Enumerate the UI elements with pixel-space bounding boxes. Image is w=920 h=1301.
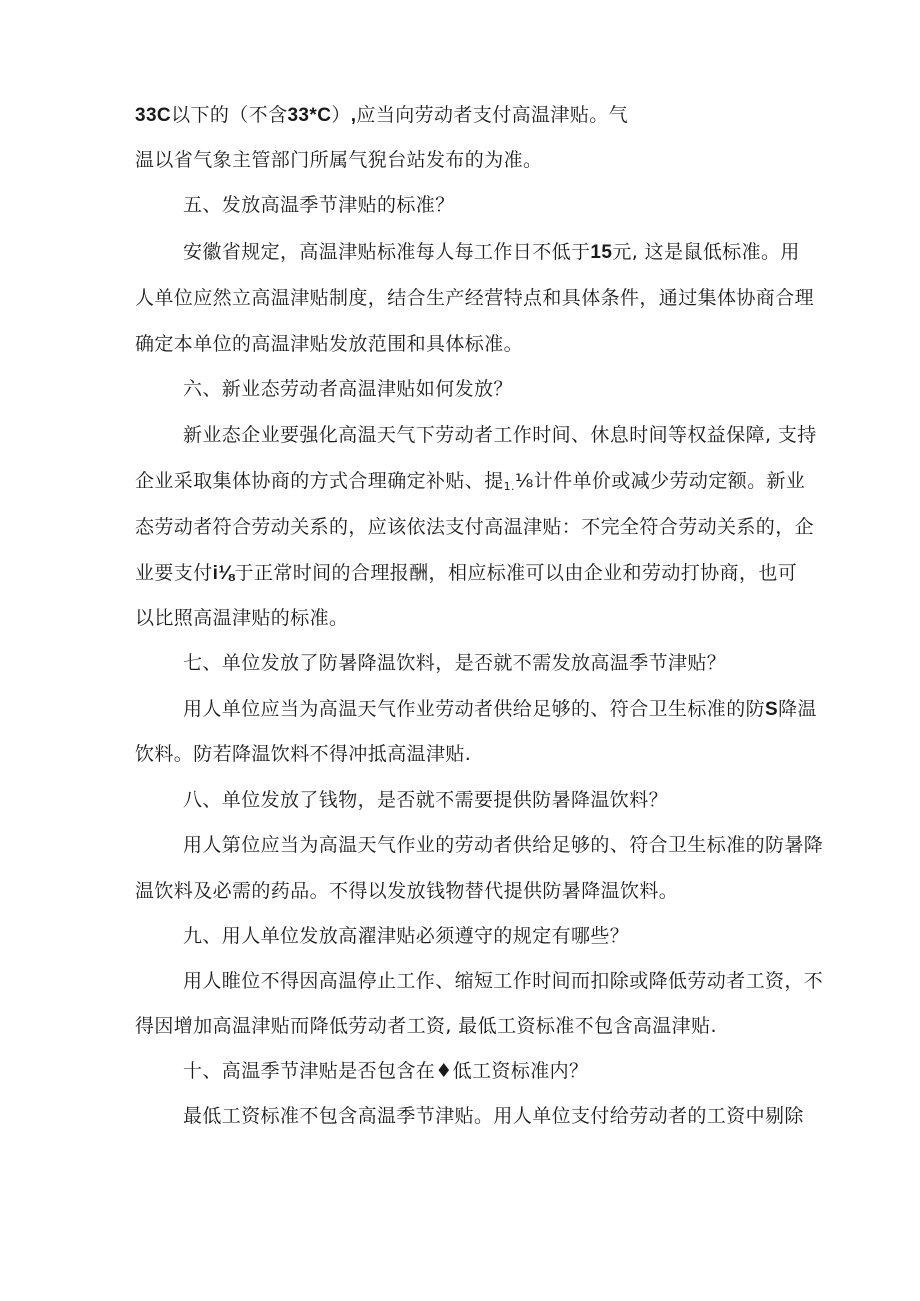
paragraph-line: 人单位应然立高温津贴制度，结合生产经营特点和具体条件，通过集体协商合理 bbox=[135, 287, 815, 309]
paragraph-line: 温饮料及必需的药品。不得以发放钱物替代提供防暑降温饮料。 bbox=[135, 880, 679, 902]
paragraph-line: 饮料。防若降温饮料不得冲抵高温津贴. bbox=[135, 743, 472, 765]
bold-number: 15 bbox=[590, 242, 613, 263]
section-heading-5: 五、发放高温季节津贴的标准？ bbox=[183, 194, 455, 216]
section-heading-7: 七、单位发放了防暑降温饮料，是否就不需发放高温季节津贴？ bbox=[183, 652, 727, 674]
paragraph-line: 新业态企业要强化高温天气下劳动者工作时间、休息时间等权益保障, 支持 bbox=[183, 424, 817, 446]
text-run: 应当向劳动者支付高温津贴。气 bbox=[356, 104, 629, 126]
text-run: 业要支付 bbox=[135, 562, 213, 584]
paragraph-line: 态劳动者符合劳动关系的，应该依法支付高温津贴：不完全符合劳动关系的，企 bbox=[135, 516, 815, 538]
text-run: 用人单位应当为高温天气作业劳动者供给足够的、符合卫生标准的防 bbox=[183, 698, 766, 720]
bold-number: 33*C bbox=[287, 105, 332, 126]
paragraph-line bbox=[135, 561, 798, 586]
text-run: 于正常时间的合理报酬，相应标准可以由企业和劳动打协商，也可 bbox=[234, 562, 798, 584]
paragraph-line: 确定本单位的高温津贴发放范围和具体标准。 bbox=[135, 333, 524, 355]
paragraph-line: 用人第位应当为高温天气作业的劳动者供给足够的、符合卫生标准的防暑降 bbox=[183, 834, 824, 856]
bold-mark: i⅛ bbox=[212, 563, 235, 584]
paragraph-line: 用人睢位不得因高温停止工作、缩短工作时间而扣除或降低劳动者工资，不 bbox=[183, 970, 824, 992]
section-heading-10: 十、高温季节津贴是否包含在♦低工资标准内？ bbox=[183, 1060, 589, 1082]
paragraph-line: 以比照高温津贴的标准。 bbox=[135, 607, 349, 629]
text-run: 降温 bbox=[778, 698, 817, 720]
text-run: 安徽省规定，高温津贴标准每人每工作日不低于 bbox=[183, 241, 591, 263]
section-heading-9: 九、用人单位发放高濯津贴必须遵守的规定有哪些？ bbox=[183, 925, 630, 947]
section-heading-6: 六、新业态劳动者高温津贴如何发放？ bbox=[183, 378, 513, 400]
paragraph-line bbox=[183, 240, 843, 265]
text-run: 以下的（不含 bbox=[171, 104, 288, 126]
text-run: 元, 这是鼠低标准。用 bbox=[612, 241, 800, 263]
section-heading-8: 八、单位发放了钱物，是否就不需要提供防暑降温饮料？ bbox=[183, 789, 669, 811]
text-run: ⅛计件单价或减少劳动定额。新业 bbox=[514, 470, 806, 492]
text-run: 企业采取集体协商的方式合理确定补贴、提 bbox=[135, 470, 504, 492]
bold-mark: S bbox=[765, 699, 779, 720]
paragraph-line bbox=[183, 697, 843, 722]
paragraph-line: 最低工资标准不包含高温季节津贴。用人单位支付给劳动者的工资中剔除 bbox=[183, 1105, 804, 1127]
paragraph-line: 温以省气象主管部门所属气猊台站发布的为准。 bbox=[135, 149, 543, 171]
paragraph-line bbox=[135, 103, 795, 128]
bold-number: 33C bbox=[135, 105, 172, 126]
subscript-mark: 1. bbox=[503, 480, 515, 493]
bold-mark: , bbox=[350, 105, 357, 126]
text-run: ） bbox=[331, 104, 351, 126]
paragraph-line bbox=[135, 469, 806, 499]
paragraph-line: 得因增加高温津贴而降低劳动者工资, 最低工资标准不包含高温津贴. bbox=[135, 1015, 717, 1037]
